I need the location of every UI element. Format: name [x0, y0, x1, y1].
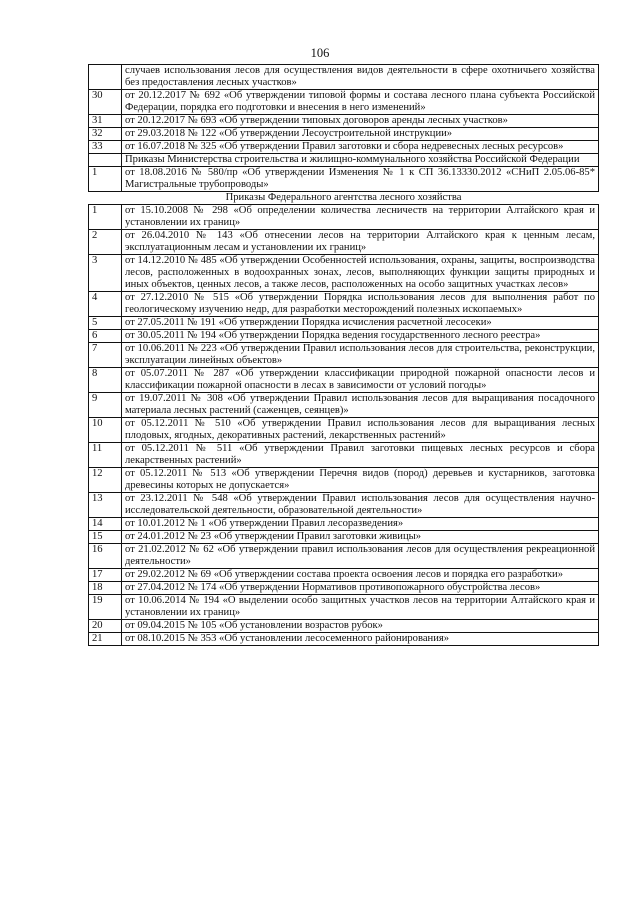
page-number: 106 [310, 46, 330, 60]
table-row [89, 343, 599, 368]
row-text: от 09.04.2015 № 105 «Об установлении возрастов рубок» [122, 620, 599, 633]
row-text: от 10.06.2014 № 194 «О выделении особо защитных участков лесов на территории Алтайского края и установлении их границ» [122, 595, 599, 620]
row-text: от 05.07.2011 № 287 «Об утверждении классификации природной пожарной опасности лесов и классификации пожарной опасности в лесах в зависимости от условий погоды» [122, 368, 599, 393]
row-number [89, 154, 122, 167]
row-number: 17 [89, 569, 122, 582]
row-text: от 24.01.2012 № 23 «Об утверждении Правил заготовки живицы» [122, 531, 599, 544]
row-text: от 16.07.2018 № 325 «Об утверждении Правил заготовки и сбора недревесных лесных ресурсов» [122, 141, 599, 154]
row-number: 13 [89, 493, 122, 518]
row-text: от 14.12.2010 № 485 «Об утверждении Особенностей использования, охраны, защиты, воспроизводства лесов, расположенных в водоохранных зонах, лесов, выполняющих функции защиты природных и иных объектов, ценных лесов, а также лесов, расположенных на особо защитных участках лесов» [122, 255, 599, 292]
row-text: от 30.05.2011 № 194 «Об утверждении Порядка ведения государственного лесного реестра» [122, 330, 599, 343]
row-text: случаев использования лесов для осуществления видов деятельности в сфере охотничьего хозяйства без предоставления лесных участков» [122, 65, 599, 90]
table-row [89, 633, 599, 646]
regulations-table-body [89, 65, 599, 646]
row-number: 10 [89, 418, 122, 443]
table-row [89, 468, 599, 493]
table-row [89, 531, 599, 544]
table-row [89, 167, 599, 192]
table-row [89, 582, 599, 595]
row-number: 1 [89, 205, 122, 230]
row-text: от 08.10.2015 № 353 «Об установлении лесосеменного районирования» [122, 633, 599, 646]
row-text: от 10.06.2011 № 223 «Об утверждении Правил использования лесов для строительства, реконструкции, эксплуатации линейных объектов» [122, 343, 599, 368]
row-text: от 15.10.2008 № 298 «Об определении количества лесничеств на территории Алтайского края и установлении их границ» [122, 205, 599, 230]
row-number: 11 [89, 443, 122, 468]
row-number [89, 65, 122, 90]
row-number: 20 [89, 620, 122, 633]
table-row [89, 493, 599, 518]
table-row [89, 518, 599, 531]
row-text: от 20.12.2017 № 693 «Об утверждении типовых договоров аренды лесных участков» [122, 115, 599, 128]
table-row [89, 230, 599, 255]
section-heading: Приказы Федерального агентства лесного хозяйства [89, 192, 599, 205]
row-text: от 19.07.2011 № 308 «Об утверждении Правил использования лесов для выращивания посадочного материала лесных растений (саженцев, сеянцев)» [122, 393, 599, 418]
row-text: от 20.12.2017 № 692 «Об утверждении типовой формы и состава лесного плана субъекта Российской Федерации, порядка его подготовки и внесения в него изменений» [122, 90, 599, 115]
row-number: 31 [89, 115, 122, 128]
row-number: 30 [89, 90, 122, 115]
table-row [89, 368, 599, 393]
table-row [89, 65, 599, 90]
table-row [89, 443, 599, 468]
row-text: от 21.02.2012 № 62 «Об утверждении правил использования лесов для осуществления рекреационной деятельности» [122, 544, 599, 569]
table-row [89, 141, 599, 154]
row-text: от 27.12.2010 № 515 «Об утверждении Порядка использования лесов для выполнения работ по геологическому изучению недр, для разработки месторождений полезных ископаемых» [122, 292, 599, 317]
row-number: 4 [89, 292, 122, 317]
row-number: 8 [89, 368, 122, 393]
regulations-table [88, 64, 599, 646]
row-text: от 29.03.2018 № 122 «Об утверждении Лесоустроительной инструкции» [122, 128, 599, 141]
row-number: 5 [89, 317, 122, 330]
row-text: от 05.12.2011 № 510 «Об утверждении Правил использования лесов для выращивания лесных плодовых, ягодных, декоративных растений, лекарственных растений» [122, 418, 599, 443]
table-row [89, 393, 599, 418]
row-number: 9 [89, 393, 122, 418]
table-row [89, 292, 599, 317]
row-number: 2 [89, 230, 122, 255]
table-row [89, 317, 599, 330]
section-subheading: Приказы Министерства строительства и жилищно-коммунального хозяйства Российской Федерации [122, 154, 599, 167]
row-number: 12 [89, 468, 122, 493]
row-text: от 10.01.2012 № 1 «Об утверждении Правил лесоразведения» [122, 518, 599, 531]
row-number: 1 [89, 167, 122, 192]
section-heading-row [89, 192, 599, 205]
table-row [89, 330, 599, 343]
row-text: от 26.04.2010 № 143 «Об отнесении лесов на территории Алтайского края к ценным лесам, эксплуатационным лесам и установлении их границ» [122, 230, 599, 255]
row-text: от 27.04.2012 № 174 «Об утверждении Нормативов противопожарного обустройства лесов» [122, 582, 599, 595]
table-row [89, 205, 599, 230]
table-row [89, 128, 599, 141]
row-number: 15 [89, 531, 122, 544]
table-row [89, 595, 599, 620]
row-number: 21 [89, 633, 122, 646]
row-text: от 05.12.2011 № 513 «Об утверждении Перечня видов (пород) деревьев и кустарников, заготовка древесины которых не допускается» [122, 468, 599, 493]
row-number: 6 [89, 330, 122, 343]
row-text: от 23.12.2011 № 548 «Об утверждении Правил использования лесов для осуществления научно-исследовательской деятельности, образовательной деятельности» [122, 493, 599, 518]
row-number: 33 [89, 141, 122, 154]
table-row [89, 569, 599, 582]
row-text: от 27.05.2011 № 191 «Об утверждении Порядка исчисления расчетной лесосеки» [122, 317, 599, 330]
table-row [89, 418, 599, 443]
row-text: от 05.12.2011 № 511 «Об утверждении Правил заготовки пищевых лесных ресурсов и сбора лекарственных растений» [122, 443, 599, 468]
table-row [89, 544, 599, 569]
table-row [89, 620, 599, 633]
table-row [89, 255, 599, 292]
row-number: 18 [89, 582, 122, 595]
row-number: 16 [89, 544, 122, 569]
table-row [89, 90, 599, 115]
row-number: 7 [89, 343, 122, 368]
row-text: от 29.02.2012 № 69 «Об утверждении состава проекта освоения лесов и порядка его разработки» [122, 569, 599, 582]
table-row [89, 115, 599, 128]
row-number: 19 [89, 595, 122, 620]
row-number: 3 [89, 255, 122, 292]
row-number: 14 [89, 518, 122, 531]
row-text: от 18.08.2016 № 580/пр «Об утверждении Изменения № 1 к СП 36.13330.2012 «СНиП 2.05.06-85* Магистральные трубопроводы» [122, 167, 599, 192]
row-number: 32 [89, 128, 122, 141]
section-subheading-row [89, 154, 599, 167]
